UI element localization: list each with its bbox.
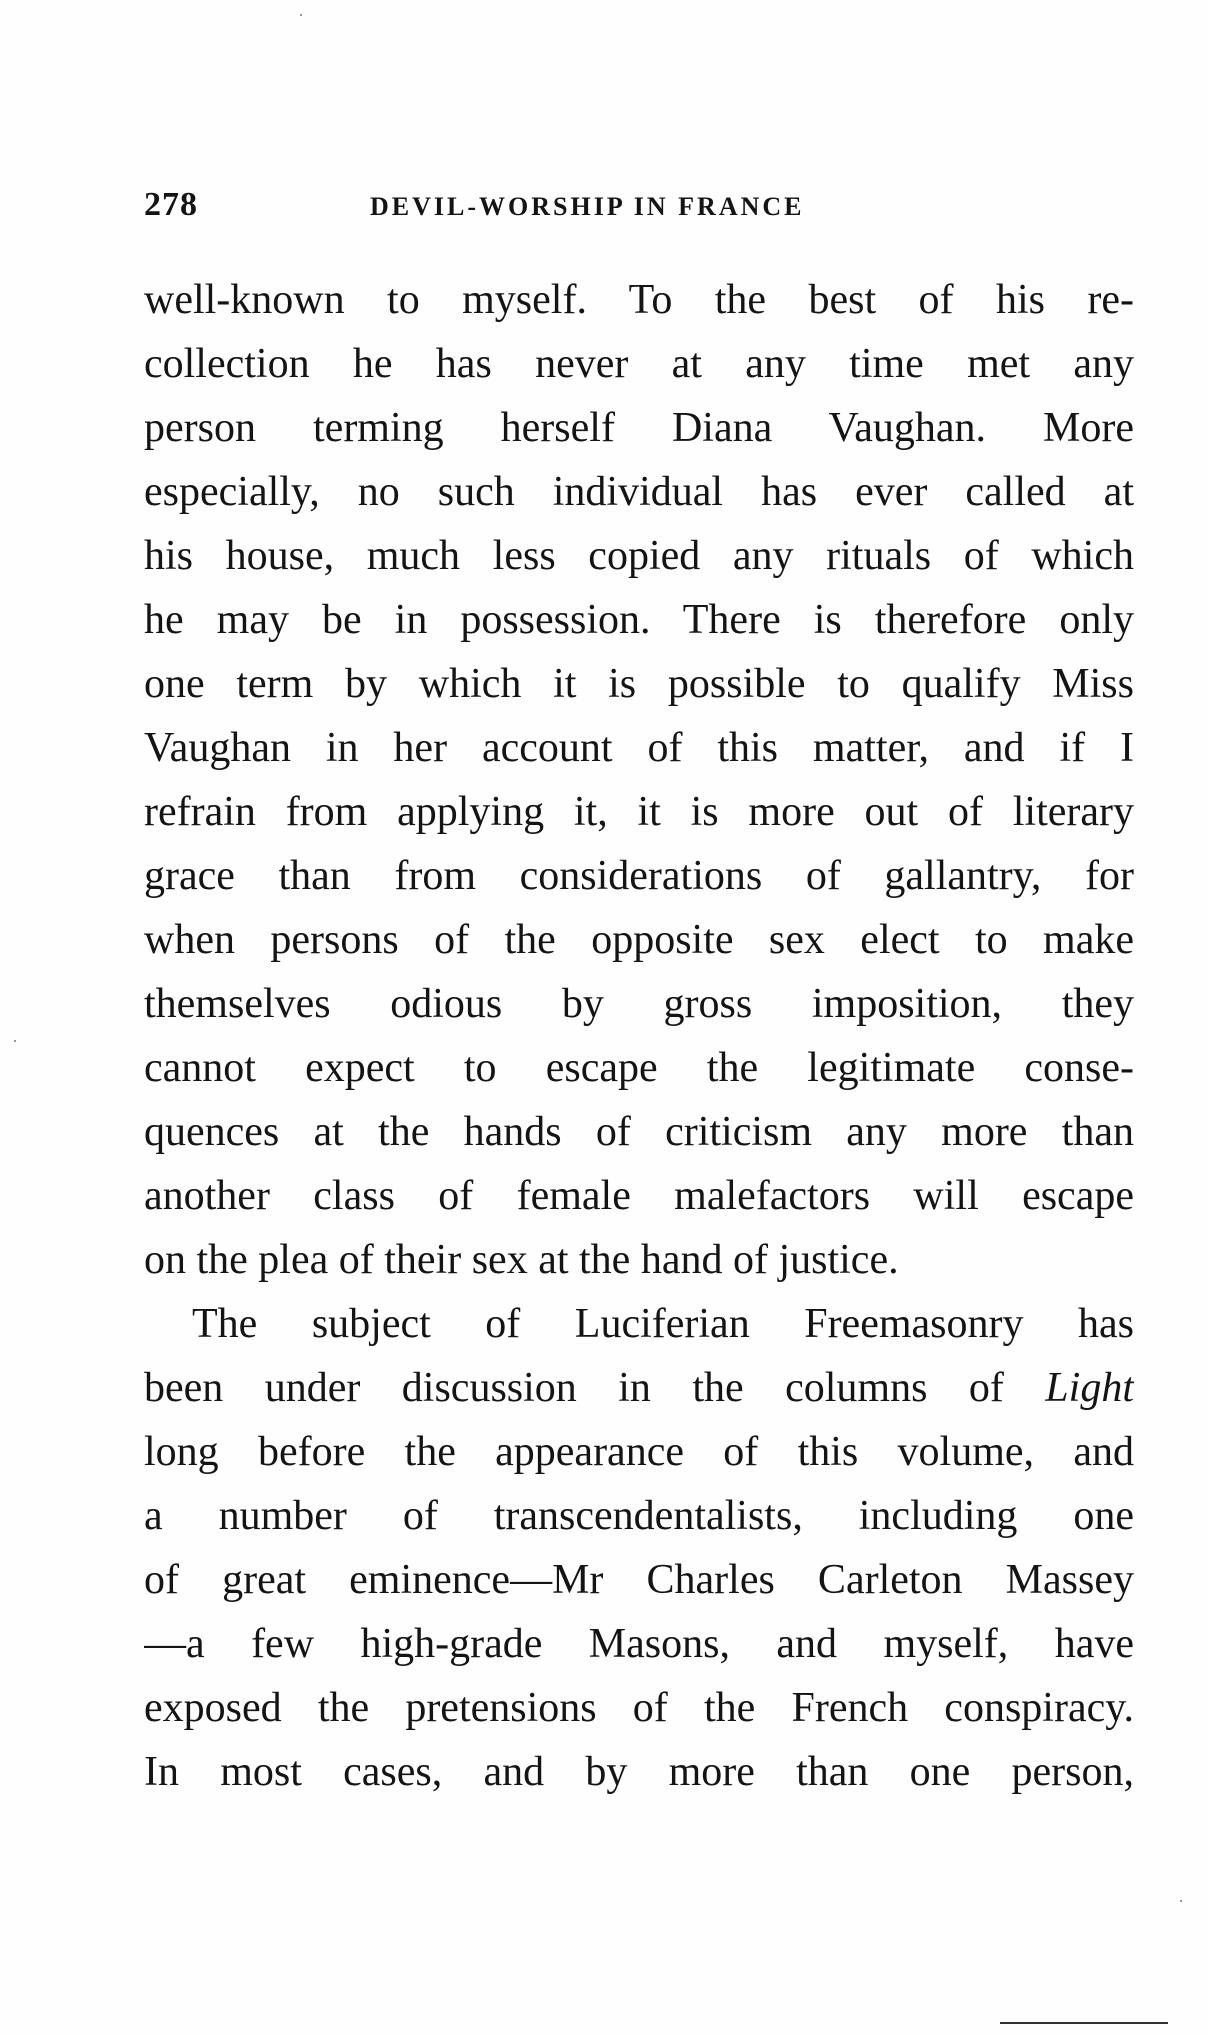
page-number: 278 xyxy=(144,186,198,223)
text-line xyxy=(144,1356,1134,1420)
text-line: on the plea of their sex at the hand of justice. xyxy=(144,1237,899,1283)
text-line: of great eminence—Mr Charles Carleton Massey xyxy=(144,1557,1134,1603)
journal-title-light: Light xyxy=(1045,1365,1134,1411)
text-line: collection he has never at any time met any xyxy=(144,341,1134,387)
text-line: grace than from considerations of gallantry, for xyxy=(144,853,1134,899)
text-line: exposed the pretensions of the French conspiracy. xyxy=(144,1685,1134,1731)
text-line: Vaughan in her account of this matter, and if I xyxy=(144,725,1134,771)
paper-speck xyxy=(1180,1900,1182,1902)
paper-speck xyxy=(300,14,302,16)
text-line: his house, much less copied any rituals of which xyxy=(144,533,1134,579)
text-line: The subject of Luciferian Freemasonry has xyxy=(192,1301,1134,1347)
text-line: a number of transcendentalists, including one xyxy=(144,1493,1134,1539)
paper-speck xyxy=(14,1040,16,1042)
text-line: —a few high-grade Masons, and myself, have xyxy=(144,1621,1134,1667)
text-line: quences at the hands of criticism any more than xyxy=(144,1109,1134,1155)
running-title: DEVIL-WORSHIP IN FRANCE xyxy=(370,192,805,221)
text-line: refrain from applying it, it is more out of literary xyxy=(144,789,1134,835)
running-head xyxy=(144,186,1134,226)
body-text xyxy=(144,268,1134,1804)
text-line: long before the appearance of this volume, and xyxy=(144,1429,1134,1475)
text-line: when persons of the opposite sex elect to make xyxy=(144,917,1134,963)
text-line: especially, no such individual has ever called at xyxy=(144,469,1134,515)
text-line: person terming herself Diana Vaughan. More xyxy=(144,405,1134,451)
text-line: themselves odious by gross imposition, they xyxy=(144,981,1134,1027)
text-line: he may be in possession. There is therefore only xyxy=(144,597,1134,643)
text-line: cannot expect to escape the legitimate conse- xyxy=(144,1045,1134,1091)
text-line: another class of female malefactors will escape xyxy=(144,1173,1134,1219)
text-line: well-known to myself. To the best of his re- xyxy=(144,277,1134,323)
text-line: one term by which it is possible to qualify Miss xyxy=(144,661,1134,707)
text-segment: been under discussion in the columns of xyxy=(144,1365,1046,1411)
text-line: In most cases, and by more than one person, xyxy=(144,1749,1134,1795)
scan-edge-mark xyxy=(1000,2022,1168,2024)
